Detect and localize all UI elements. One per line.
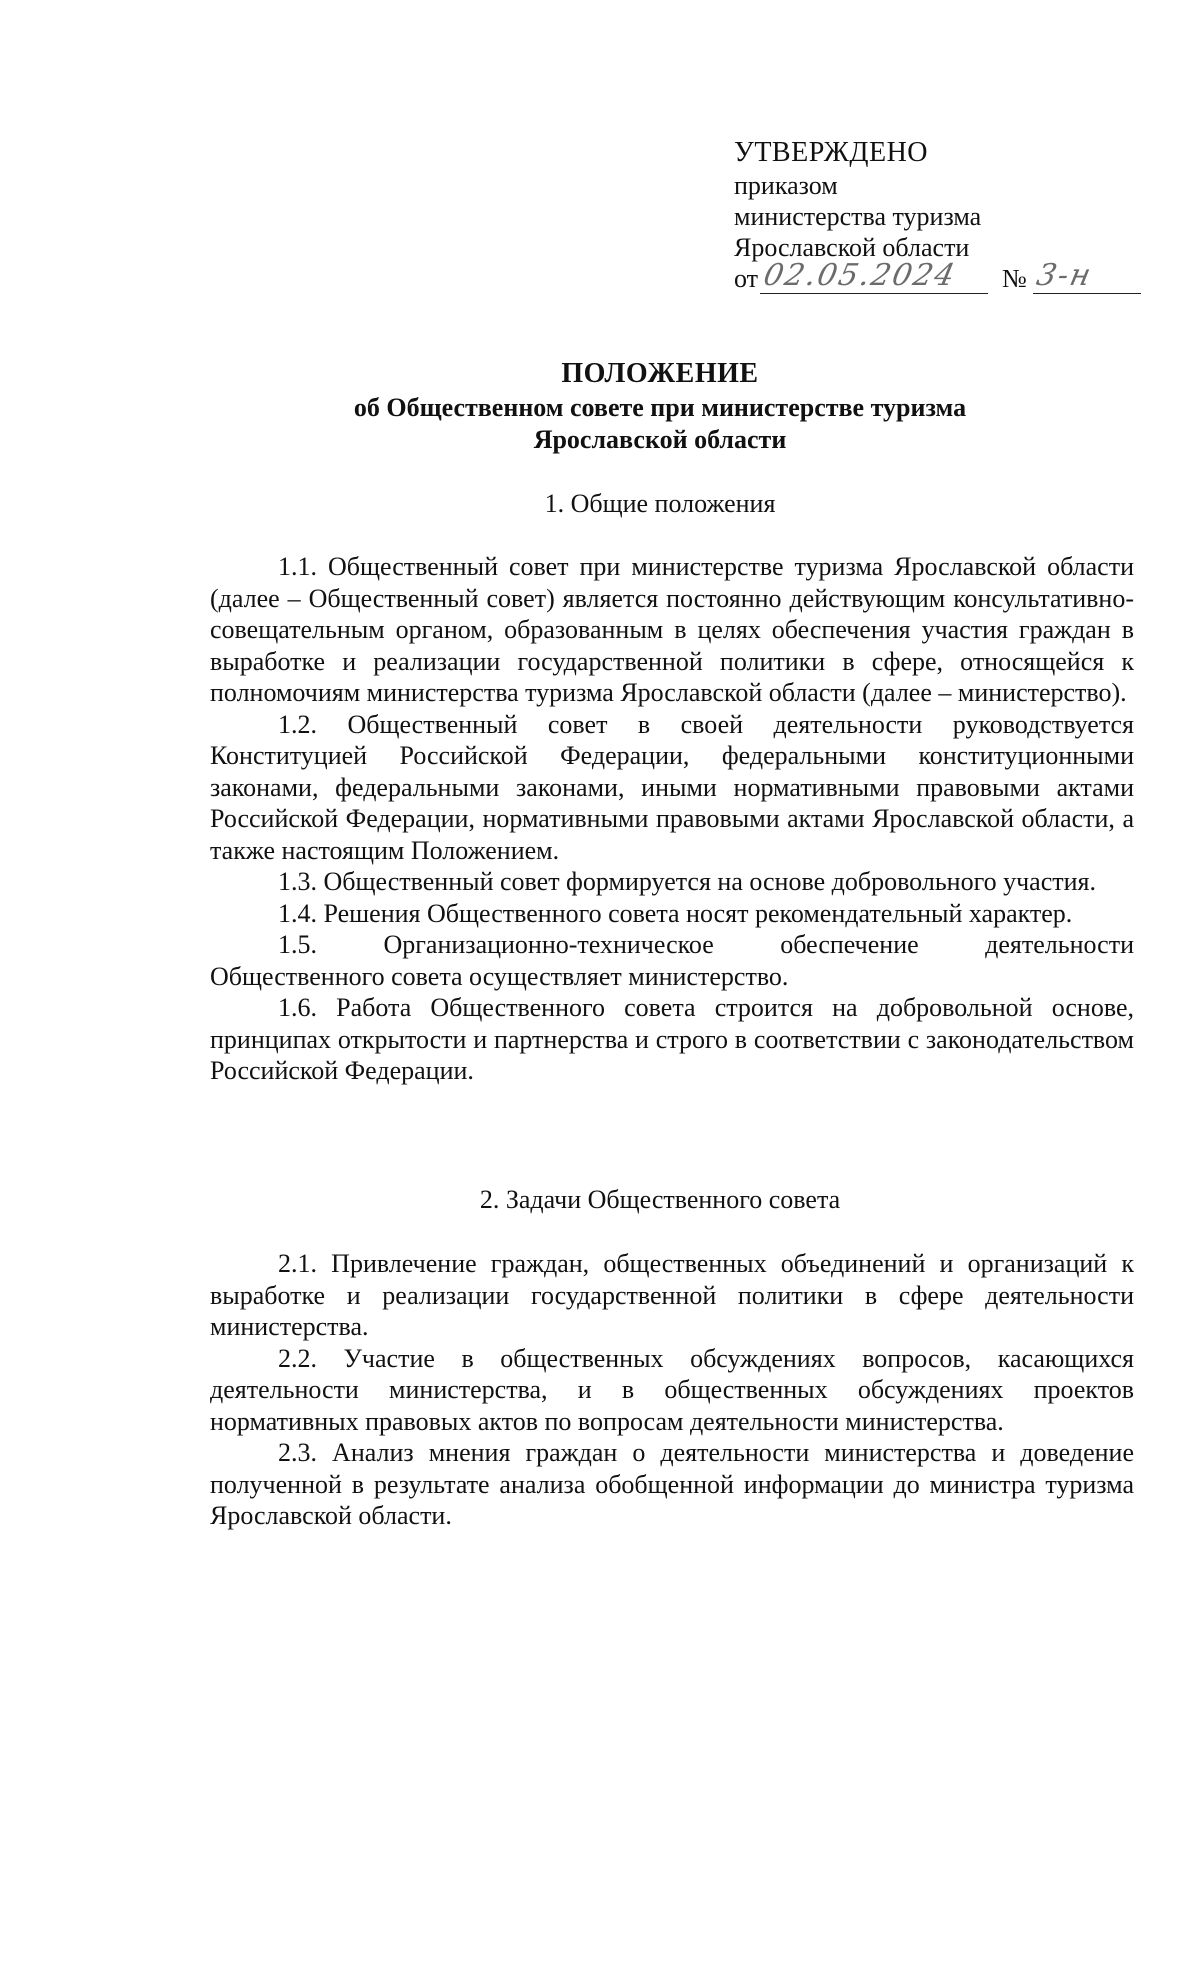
paragraph-2-2: 2.2. Участие в общественных обсуждениях вопросов, касающихся деятельности министерства, и в общественных обсуждениях проектов нормативных правовых актов по вопросам деятельности министерства. — [210, 1343, 1134, 1436]
paragraph-1-2: 1.2. Общественный совет в своей деятельности руководствуется Конституцией Российской Федерации, федеральными конституционными законами, федеральными законами, иными нормативными правовыми актами Российской Федерации, нормативными правовыми актами Ярославской области, а также настоящим Положением. — [210, 709, 1134, 865]
paragraph-1-4: 1.4. Решения Общественного совета носят рекомендательный характер. — [278, 898, 1073, 928]
number-fill-line — [1033, 258, 1141, 294]
approval-line-1: приказом — [734, 171, 838, 200]
section-2-heading: 2. Задачи Общественного совета — [479, 1185, 841, 1214]
section-1-body — [210, 551, 1134, 1087]
date-fill-line — [760, 258, 988, 294]
document-title — [160, 356, 1160, 456]
handwritten-number: 3-н — [1033, 258, 1096, 293]
paragraph-1-3: 1.3. Общественный совет формируется на основе добровольного участия. — [278, 867, 1096, 896]
approval-line-2: министерства туризма — [734, 202, 982, 231]
approval-line-3: Ярославской области — [734, 233, 970, 262]
title-subtitle-line-2: Ярославской области — [533, 425, 787, 454]
paragraph-2-3: 2.3. Анализ мнения граждан о деятельности министерства и доведение полученной в результате анализа обобщенной информации до министра туризма Ярославской области. — [210, 1438, 1134, 1530]
paragraph-1-5: 1.5. Организационно-техническое обеспечение деятельности Общественного совета осуществляет министерство. — [210, 930, 1134, 991]
number-sign: № — [1002, 264, 1027, 293]
paragraph-1-1: 1.1. Общественный совет при министерстве туризма Ярославской области (далее – Общественный совет) является постоянно действующим консультативно-совещательным органом, образованным в целях обеспечения участия граждан в выработке и реализации государственной политики в сфере, относящейся к полномочиям министерства туризма Ярославской области (далее – министерство). — [210, 552, 1134, 707]
paragraph-2-1: 2.1. Привлечение граждан, общественных объединений и организаций к выработке и реализации государственной политики в сфере деятельности министерства. — [210, 1249, 1134, 1341]
section-1-heading: 1. Общие положения — [544, 489, 776, 518]
date-prefix: от — [734, 264, 759, 293]
handwritten-date: 02.05.2024 — [760, 258, 960, 293]
title-main: ПОЛОЖЕНИЕ — [561, 358, 759, 389]
approval-stamp-block — [734, 136, 1154, 294]
approval-heading: УТВЕРЖДЕНО — [734, 137, 929, 168]
approval-date-number-row — [734, 258, 1154, 294]
section-2-body — [210, 1248, 1134, 1532]
paragraph-1-6: 1.6. Работа Общественного совета строится на добровольной основе, принципах открытости и партнерства и строго в соответствии с законодательством Российской Федерации. — [210, 993, 1134, 1085]
title-subtitle-line-1: об Общественном совете при министерстве туризма — [353, 393, 967, 422]
